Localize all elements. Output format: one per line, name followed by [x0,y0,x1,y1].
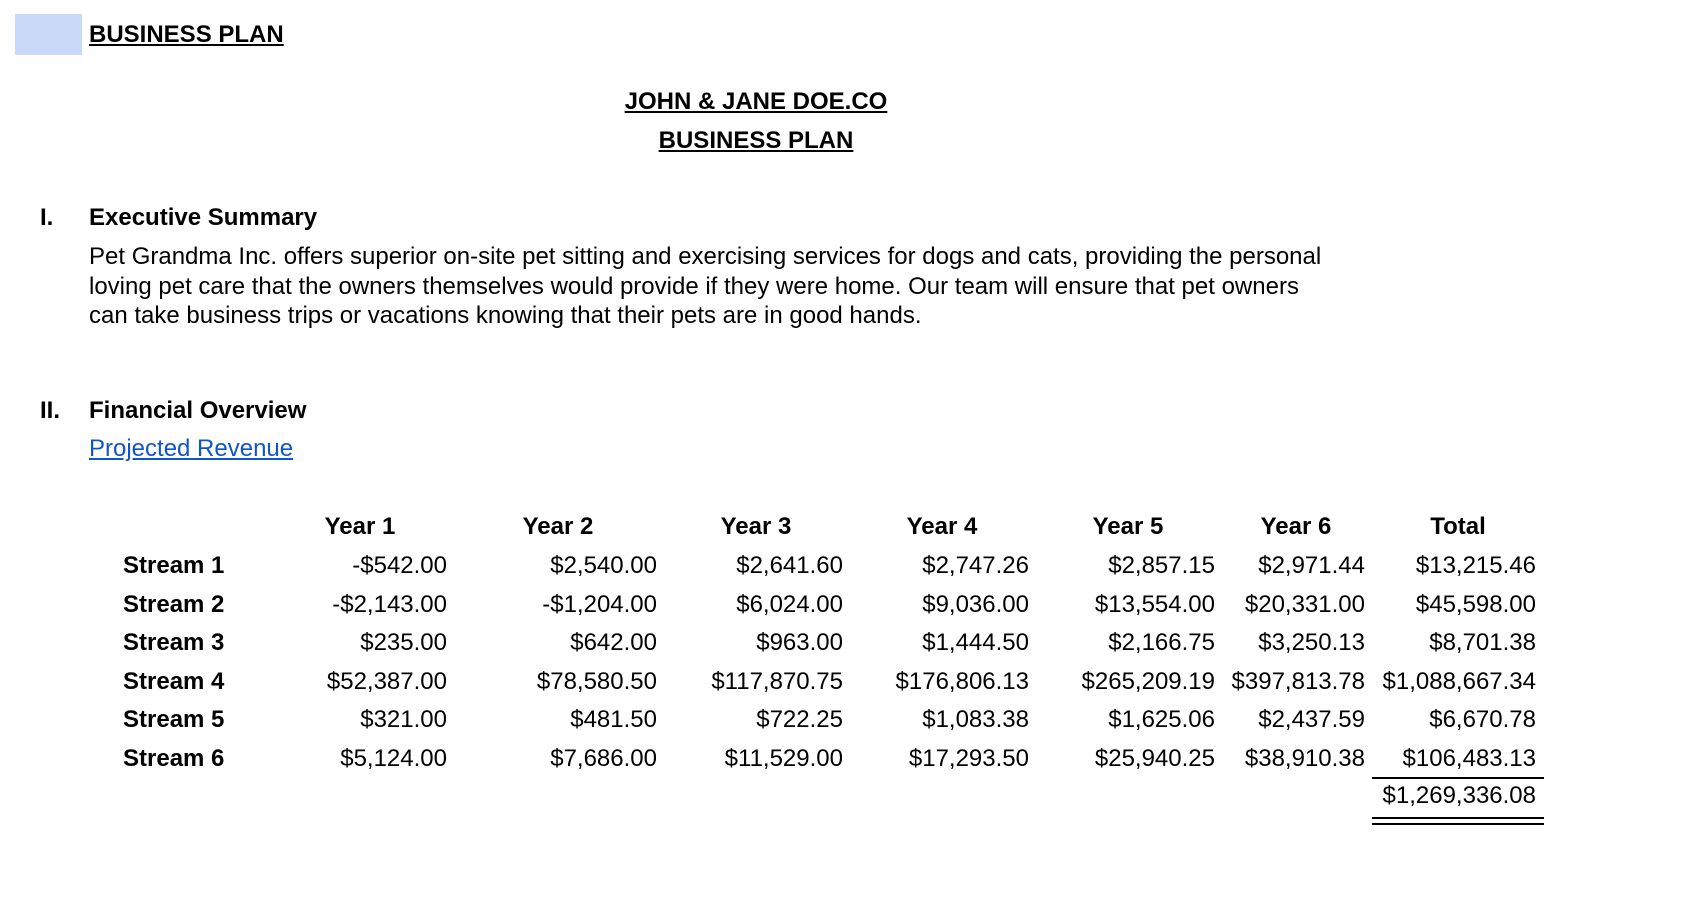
document-title: BUSINESS PLAN [658,127,854,154]
doc-label: BUSINESS PLAN [89,21,284,48]
value-cell: $6,024.00 [736,591,843,618]
grand-total-double-underline [1372,817,1544,825]
value-cell: $2,166.75 [1108,629,1215,656]
value-cell: $2,971.44 [1258,552,1365,579]
value-cell: $13,554.00 [1094,591,1215,618]
value-cell: $2,747.26 [922,552,1029,579]
value-cell: $78,580.50 [536,668,657,695]
value-cell: -$2,143.00 [332,591,447,618]
section-2-number: II. [40,397,61,424]
value-cell: $9,036.00 [922,591,1029,618]
value-cell: $176,806.13 [895,668,1029,695]
projected-revenue-link[interactable]: Projected Revenue [89,435,294,462]
value-cell: $2,437.59 [1258,706,1365,733]
value-cell: $321.00 [360,706,447,733]
value-cell: $20,331.00 [1244,591,1365,618]
value-cell: $2,857.15 [1108,552,1215,579]
value-cell: $11,529.00 [724,745,843,772]
row-total-cell: $13,215.46 [1415,552,1536,579]
row-total-cell: $8,701.38 [1429,629,1536,656]
value-cell: $1,625.06 [1108,706,1215,733]
row-label: Stream 4 [123,668,225,695]
row-total-cell: $45,598.00 [1415,591,1536,618]
value-cell: $235.00 [360,629,447,656]
summary-line: loving pet care that the owners themselves would provide if they were home. Our team will ensure that pet owners [89,272,1299,300]
value-cell: $642.00 [570,629,657,656]
value-cell: -$542.00 [352,552,447,579]
section-2-title: Financial Overview [89,397,307,424]
section-1-number: I. [40,204,54,231]
row-label: Stream 3 [123,629,225,656]
row-total-cell: $6,670.78 [1429,706,1536,733]
total-underline [1372,777,1544,779]
section-1-title: Executive Summary [89,204,318,231]
value-cell: $1,444.50 [922,629,1029,656]
value-cell: $1,083.38 [922,706,1029,733]
value-cell: $481.50 [570,706,657,733]
row-label: Stream 6 [123,745,225,772]
value-cell: $2,540.00 [550,552,657,579]
value-cell: $722.25 [756,706,843,733]
value-cell: $5,124.00 [340,745,447,772]
company-name: JOHN & JANE DOE.CO [624,88,888,115]
row-label: Stream 1 [123,552,225,579]
column-header: Year 6 [1260,513,1332,540]
value-cell: $963.00 [756,629,843,656]
value-cell: -$1,204.00 [542,591,657,618]
grand-total: $1,269,336.08 [1382,782,1536,809]
value-cell: $3,250.13 [1258,629,1365,656]
column-header: Year 5 [1092,513,1164,540]
value-cell: $117,870.75 [711,668,843,695]
value-cell: $17,293.50 [908,745,1029,772]
row-label: Stream 5 [123,706,225,733]
summary-line: can take business trips or vacations knowing that their pets are in good hands. [89,302,922,329]
value-cell: $2,641.60 [736,552,843,579]
row-total-cell: $1,088,667.34 [1382,668,1536,695]
value-cell: $265,209.19 [1081,668,1215,695]
value-cell: $397,813.78 [1231,668,1365,695]
column-header: Total [1430,513,1486,540]
column-header: Year 2 [522,513,594,540]
column-header: Year 3 [720,513,792,540]
value-cell: $38,910.38 [1244,745,1365,772]
column-header: Year 4 [906,513,978,540]
row-total-cell: $106,483.13 [1402,745,1536,772]
summary-line: Pet Grandma Inc. offers superior on-site pet sitting and exercising services for dogs and cats, providing the personal [89,243,1322,270]
value-cell: $7,686.00 [550,745,657,772]
value-cell: $52,387.00 [326,668,447,695]
value-cell: $25,940.25 [1094,745,1215,772]
row-label: Stream 2 [123,591,225,618]
column-header: Year 1 [324,513,396,540]
